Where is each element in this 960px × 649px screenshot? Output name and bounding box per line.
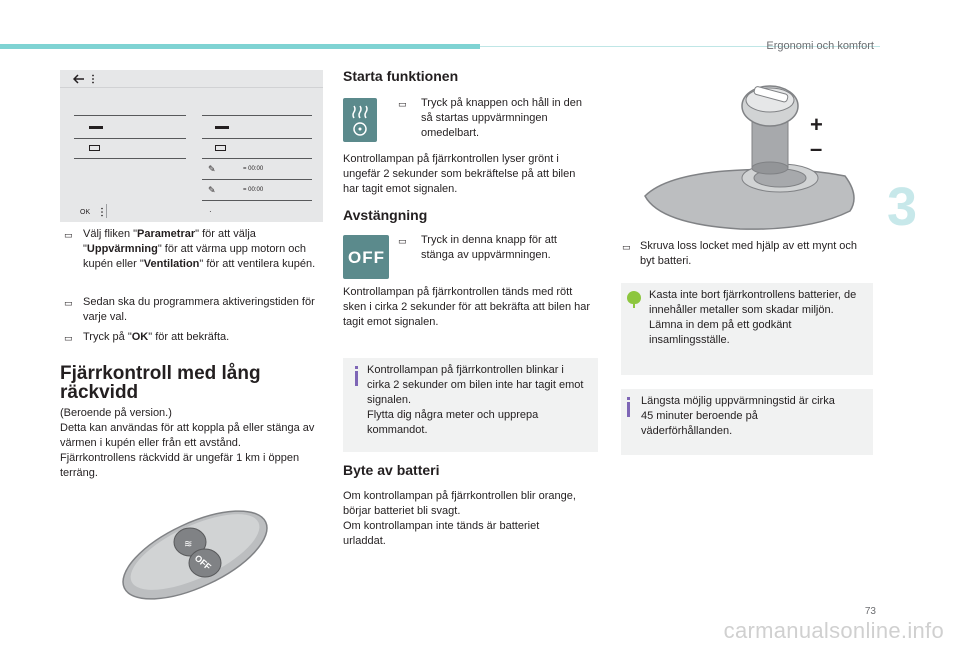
step-confirm: Tryck på "OK" för att bekräfta. [83,331,230,343]
screen-divider [202,138,312,139]
screen-divider [106,204,107,218]
info-box-duration [621,389,873,455]
timer-value-2[interactable]: = 00:00 [243,187,264,193]
more-vertical-icon[interactable] [100,207,104,217]
settings-screen [60,70,323,222]
eco-box [621,283,873,375]
decrease-button[interactable] [215,126,229,129]
timer-value-1[interactable]: = 00:00 [243,166,264,172]
off-label: OFF [348,248,385,267]
eco-text: Kasta inte bort fjärrkontrollens batterier, de innehåller metaller som skadar miljön. Lämna in dem på ett godkänt insamlingsställe. [649,289,857,346]
screen-divider [74,115,186,116]
edit-icon[interactable]: ✎ [208,185,216,195]
bullet-icon: ▭ [64,298,73,308]
section-heading-battery: Byte av batteri [343,462,440,478]
remote-off-label: OFF [192,552,213,573]
off-button-badge [343,235,389,279]
stop-description: Kontrollampan på fjärrkontrollen tänds med rött sken i cirka 2 sekunder för att bekräfta att bilen har tagit emot signalen. [343,286,591,328]
option-checkbox[interactable] [89,145,100,151]
step-select-tab: Välj fliken "Parametrar" för att välja "Uppvärmning" för att värma upp motorn och kupén eller "Ventilation" för att ventilera kupén. [83,228,316,270]
screen-divider [202,115,312,116]
chapter-number: 3 [887,177,918,237]
battery-description: Om kontrollampan på fjärrkontrollen blir orange, börjar batteriet bli svagt. Om kontrollampan inte tänds är batteriet urladdat. [343,490,576,547]
plus-label: + [810,112,823,137]
page-number: 73 [864,606,876,617]
recycle-leaf-icon [633,303,635,308]
section-heading-remote: Fjärrkontroll med lång räckvidd [60,363,261,403]
info-text-duration: Längsta möjlig uppvärmningstid är cirka 45 minuter beroende på väderförhållanden. [641,395,835,437]
option-checkbox[interactable] [215,145,226,151]
edit-icon[interactable]: ✎ [208,164,216,174]
info-icon [627,397,630,400]
section-heading-stop: Avstängning [343,207,428,223]
page-dot: · [209,207,212,216]
heat-icon: ≋ [184,539,193,550]
remote-description: (Beroende på version.) Detta kan användas för att koppla på eller stänga av värmen i kupén eller från ett avstånd. Fjärrkontrollens räckvidd är ungefär 1 km i öppen terräng. [60,407,315,479]
section-heading-start: Starta funktionen [343,68,459,84]
bullet-icon: ▭ [398,236,407,246]
watermark: carmanualsonline.info [723,618,944,643]
info-icon [627,402,630,417]
screen-divider [202,158,312,159]
info-icon [355,371,358,386]
screen-divider [202,200,312,201]
screen-divider [74,138,186,139]
minus-label: – [810,136,823,161]
decrease-button[interactable] [89,126,103,129]
battery-cover-illustration [640,76,860,236]
start-description: Kontrollampan på fjärrkontrollen lyser grönt i ungefär 2 sekunder som bekräftelse på att bilen har tagit emot signalen. [343,153,576,195]
chapter-title: Ergonomi och komfort [766,40,874,52]
arrow-left-icon[interactable] [73,74,85,84]
heat-button-badge [343,98,377,142]
info-box-signal [343,358,598,452]
screen-toolbar [60,70,323,88]
screen-divider [74,158,186,159]
header-bar [0,44,480,49]
remote-control-illustration [110,500,280,600]
step-replace-battery: Skruva loss locket med hjälp av ett mynt och byt batteri. [640,240,858,267]
bullet-icon: ▭ [622,242,631,252]
ok-button[interactable]: OK [80,209,91,216]
step-program-time: Sedan ska du programmera aktiveringstiden för varje val. [83,296,315,323]
step-stop: Tryck in denna knapp för att stänga av uppvärmningen. [421,234,557,261]
bullet-icon: ▭ [64,230,73,240]
screen-divider [202,179,312,180]
bullet-icon: ▭ [398,99,407,109]
info-text-signal: Kontrollampan på fjärrkontrollen blinkar i cirka 2 sekunder om bilen inte har tagit emot signalen. Flytta dig några meter och upprepa kommandot. [367,364,584,436]
bullet-icon: ▭ [64,333,73,343]
step-start: Tryck på knappen och håll in den så startas uppvärmningen omedelbart. [421,97,583,139]
info-icon [355,366,358,369]
more-vertical-icon[interactable] [91,74,95,84]
heat-icon [343,98,377,142]
